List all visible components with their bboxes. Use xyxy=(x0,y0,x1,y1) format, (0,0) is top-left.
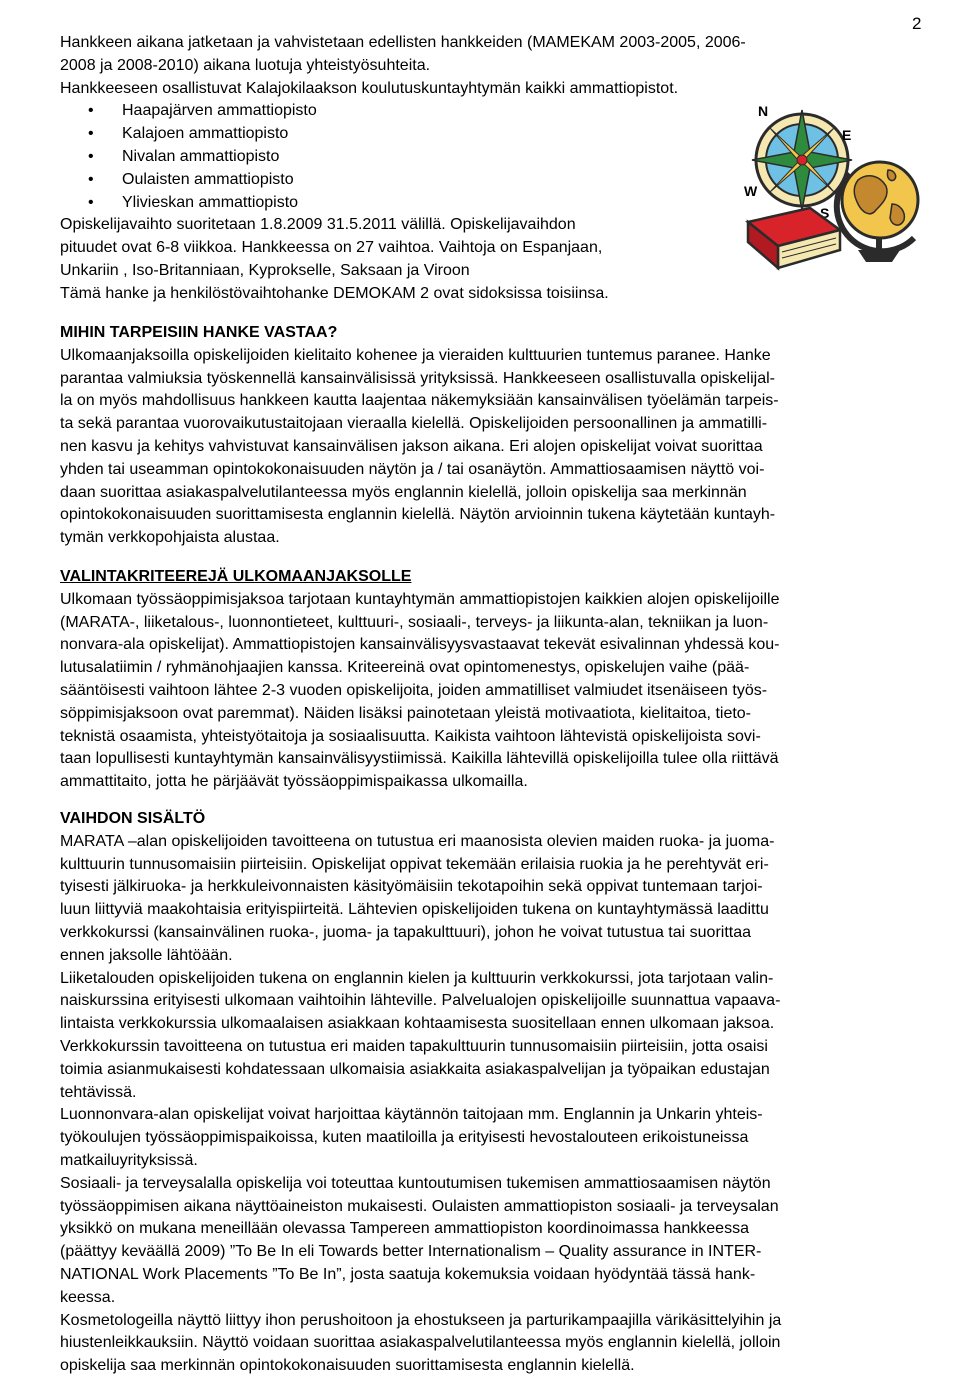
paragraph-line: työssäoppimisen aikana näyttöaineiston mukaisesti. Oulaisten ammattiopiston sosiaali- ja terveysalan xyxy=(60,1197,779,1215)
paragraph-line: MARATA –alan opiskelijoiden tavoitteena on tutustua eri maanosista olevien maiden ruoka- ja juoma- xyxy=(60,832,775,850)
compass-letter-w: W xyxy=(744,183,758,199)
intro-line: Hankkeen aikana jatketaan ja vahvistetaan edellisten hankkeiden (MAMEKAM 2003-2005, 2006- xyxy=(60,34,746,51)
school-item: • Ylivieskan ammattiopisto xyxy=(122,192,928,215)
paragraph-line: Liiketalouden opiskelijoiden tukena on englannin kielen ja kulttuurin verkkokurssi, jota tarjotaan valin- xyxy=(60,969,774,987)
paragraph-line: toimia asianmukaisesti kohdatessaan ulkomaisia asiakkaita asiakaspalvelijan ja työpaikan edustajan xyxy=(60,1060,770,1078)
paragraph-line: daan suorittaa asiakaspalvelutilanteessa myös englannin kielellä, jolloin opiskelija saa merkinnän xyxy=(60,483,747,501)
paragraph-line: la on myös mahdollisuus hankkeen kautta laajentaa näkemyksiään kansainvälisen työelämän tarpeis- xyxy=(60,392,779,410)
intro-line: 2008 ja 2008-2010) aikana luotuja yhteistyösuhteita. xyxy=(60,56,431,74)
paragraph-line: nonvara-ala opiskelijat). Ammattiopistojen kansainvälisyysvastaavat tekevät esivalinnan yhdessä kou- xyxy=(60,636,780,654)
exchange-info xyxy=(60,214,730,305)
paragraph-line: opiskelija saa merkinnän opintokokonaisuuden suorittamisesta englannin kielellä. xyxy=(60,1357,635,1375)
paragraph-line: Verkkokurssin tavoitteena on tutustua eri maiden tapakulttuurin tunnusomaisiin piirteisiin, jotta osaisi xyxy=(60,1037,768,1055)
page-number: 2 xyxy=(912,14,922,33)
paragraph-line: hiustenleikkauksiin. Näyttö voidaan suorittaa asiakaspalvelutilanteessa myös englannin kielellä, jolloin xyxy=(60,1334,781,1352)
paragraph-line: lintaista verkkokurssia ulkomaalaisen asiakkaan kohtaamisesta suositellaan ennen ulkomaan jaksoa. xyxy=(60,1015,775,1033)
section-heading: MIHIN TARPEISIIN HANKE VASTAA? xyxy=(60,324,338,341)
paragraph-line: parantaa valmiuksia työskennellä kansainvälisissä yrityksissä. Hankkeeseen osallistuvalla opiskelijal- xyxy=(60,369,775,387)
compass-letter-e: E xyxy=(842,127,852,143)
section-criteria xyxy=(60,566,928,794)
paragraph-line: nen kasvu ja kehitys vahvistuvat kansainvälisen jakson aikana. Eri alojen opiskelijat voivat suorittaa xyxy=(60,437,763,455)
paragraph-line: tehtävissä. xyxy=(60,1083,137,1101)
paragraph-line: yhden tai useamman opintokokonaisuuden näytön ja / tai osanäytön. Ammattiosaamisen näyttö voi- xyxy=(60,460,765,478)
paragraph-line: tyisesti jälkiruoka- ja herkkuleivonnaisten käsityömäisiin tekotapoihin sekä oppivat tuntemaan tarjoi- xyxy=(60,878,763,896)
paragraph-line: lutusalatiimin / ryhmänohjaajien kanssa. Kriteereinä ovat opintomenestys, opiskelujen vaihe (pää- xyxy=(60,659,750,677)
paragraph-line: Ulkomaan työssäoppimisjaksoa tarjotaan kuntayhtymän ammattiopistojen kaikkien alojen opiskelijoille xyxy=(60,590,780,608)
exchange-line: Tämä hanke ja henkilöstövaihtohanke DEMOKAM 2 ovat sidoksissa toisiinsa. xyxy=(60,284,609,302)
paragraph-line: ta sekä parantaa vuorovaikutustaitojaan vieraalla kielellä. Opiskelijoiden persoonallinen ja ammatilli- xyxy=(60,415,768,433)
exchange-line: Unkariin , Iso-Britanniaan, Kyprokselle, Saksaan ja Viroon xyxy=(60,261,470,279)
paragraph-line: kulttuurin tunnusomaisiin piirteisiin. Opiskelijat oppivat tekemään erilaisia ruokia ja he perehtyvät eri- xyxy=(60,855,769,873)
section-needs xyxy=(60,322,928,550)
school-item: • Nivalan ammattiopisto xyxy=(122,146,928,169)
globe-icon xyxy=(837,162,918,262)
paragraph-line: Sosiaali- ja terveysalalla opiskelija voi toteuttaa kuntoutumisen tukemisen ammattiosaamisen näytön xyxy=(60,1174,771,1192)
globe-compass-book-clipart xyxy=(740,100,930,280)
paragraph-line: yksikkö on mukana meneillään olevassa Tampereen ammattiopiston koordinoimassa hankkeessa xyxy=(60,1220,749,1238)
paragraph-line: (MARATA-, liiketalous-, luonnontieteet, kulttuuri-, sosiaali-, terveys- ja liikunta-alan, tekniikan ja luon- xyxy=(60,613,769,631)
paragraph-line: NATIONAL Work Placements ”To Be In”, josta saatuja kokemuksia voidaan hyödyntää tässä hank- xyxy=(60,1265,756,1283)
school-item: • Oulaisten ammattiopisto xyxy=(122,169,928,192)
exchange-line: pituudet ovat 6-8 viikkoa. Hankkeessa on 27 vaihtoa. Vaihtoja on Espanjaan, xyxy=(60,239,603,257)
paragraph-line: opintokokonaisuuden suorittamisesta englannin kielellä. Näytön arvioinnin tukena käytetään kuntayh- xyxy=(60,506,776,524)
paragraph-line: luun liittyviä maakohtaisia erityispiirteitä. Lähtevien opiskelijoiden tukena on kuntayhtymässä laadittu xyxy=(60,901,769,919)
school-item: • Haapajärven ammattiopisto xyxy=(122,100,928,123)
school-item: • Kalajoen ammattiopisto xyxy=(122,123,928,146)
paragraph-line: söppimisjaksoon ovat paremmat). Näiden lisäksi painotetaan yleistä motivaatiota, kielitaitoa, tieto- xyxy=(60,704,752,722)
section-content xyxy=(60,808,928,1378)
paragraph-line: sääntöisesti vaihtoon lähtee 2-3 vuoden opiskelijoita, joiden ammatilliset valmiudet itsenäiseen työs- xyxy=(60,681,768,699)
paragraph-line: taan lopullisesti kuntayhtymän kansainvälisyystiimissä. Kaikilla lähtevillä opiskelijoilla tulee olla riittävä xyxy=(60,750,779,768)
paragraph-line: teknistä osaamista, yhteistyötaitoja ja sosiaalisuutta. Kaikista vaihtoon lähtevistä opiskelijoista sovi- xyxy=(60,727,761,745)
paragraph-line: ennen jaksolle lähtöään. xyxy=(60,946,233,964)
compass-letter-n: N xyxy=(758,103,769,119)
exchange-line: Opiskelijavaihto suoritetaan 1.8.2009 31.5.2011 välillä. Opiskelijavaihdon xyxy=(60,216,576,234)
paragraph-line: verkkokurssi (kansainvälinen ruoka-, juoma- ja tapakulttuuri), johon he voivat tutustua tai suorittaa xyxy=(60,923,752,941)
paragraph-line: keessa. xyxy=(60,1288,116,1306)
paragraph-line: matkailuyrityksissä. xyxy=(60,1151,198,1169)
paragraph-line: naiskurssina erityisesti ulkomaan vaihtoihin lähteville. Palvelualojen opiskelijoille suunnattua vapaava- xyxy=(60,992,781,1010)
intro-line: Hankkeeseen osallistuvat Kalajokilaakson koulutuskuntayhtymän kaikki ammattiopistot. xyxy=(60,79,679,97)
section-heading: VALINTAKRITEEREJÄ ULKOMAANJAKSOLLE xyxy=(60,568,412,585)
paragraph-line: Kosmetologeilla näyttö liittyy ihon perushoitoon ja ehostukseen ja parturikampaajilla värikäsittelyihin ja xyxy=(60,1311,782,1329)
section-heading: VAIHDON SISÄLTÖ xyxy=(60,810,206,827)
paragraph-line: Ulkomaanjaksoilla opiskelijoiden kielitaito kohenee ja vieraiden kulttuurien tuntemus paranee. Hanke xyxy=(60,346,771,364)
paragraph-line: (päättyy keväällä 2009) ”To Be In eli Towards better Internationalism – Quality assurance in INTER- xyxy=(60,1243,762,1261)
paragraph-line: Luonnonvara-alan opiskelijat voivat harjoittaa käytännön taitojaan mm. Englannin ja Unkarin yhteis- xyxy=(60,1106,763,1124)
paragraph-line: työkoulujen työssäoppimispaikoissa, kuten maatiloilla ja erityisesti hevostalouteen erikoistuneissa xyxy=(60,1129,749,1147)
paragraph-line: tymän verkkopohjaista alustaa. xyxy=(60,529,280,547)
compass-letter-s: S xyxy=(820,205,830,221)
paragraph-line: ammattitaito, jotta he pärjäävät työssäoppimispaikassa ulkomailla. xyxy=(60,773,528,791)
